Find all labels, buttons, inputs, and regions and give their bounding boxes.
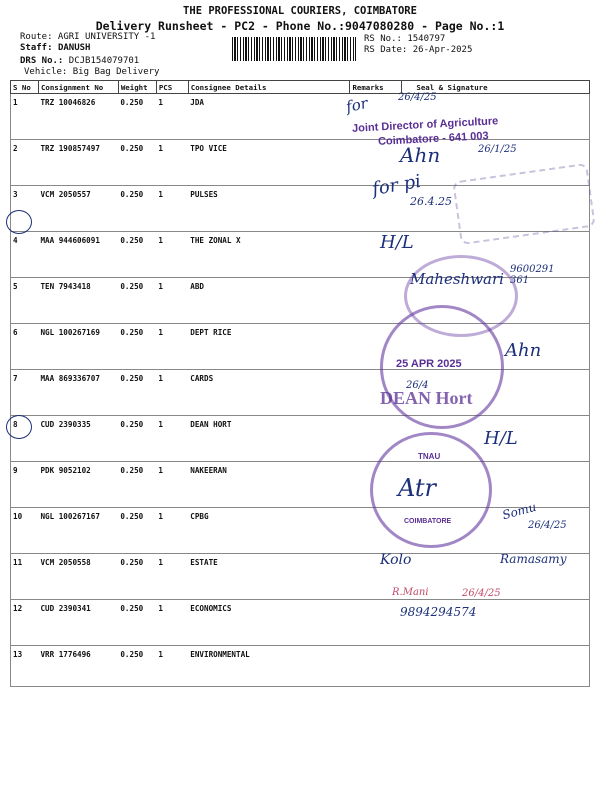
table-header-row xyxy=(11,81,590,94)
cell-signature xyxy=(402,646,590,687)
cell-pcs: 1 xyxy=(156,646,188,687)
cell-consignee: THE ZONAL X xyxy=(188,232,350,278)
cell-pcs: 1 xyxy=(156,232,188,278)
cell-weight: 0.250 xyxy=(118,416,156,462)
stamp-coimbatore-label: COIMBATORE xyxy=(404,518,452,525)
signature-row9: H/L xyxy=(484,428,518,449)
vehicle-label: Vehicle: Big Bag Delivery xyxy=(24,67,160,77)
cell-consignment: PDK 9052102 xyxy=(38,462,118,508)
cell-sno: 1 xyxy=(11,94,39,140)
cell-consignee: ENVIRONMENTAL xyxy=(188,646,350,687)
signature-row5: Maheshwari xyxy=(410,270,504,288)
cell-pcs: 1 xyxy=(156,186,188,232)
drs-line xyxy=(20,56,139,66)
cell-pcs: 1 xyxy=(156,462,188,508)
cell-consignment: NGL 100267167 xyxy=(38,508,118,554)
cell-sno: 12 xyxy=(11,600,39,646)
row-9-circle-mark xyxy=(6,415,32,439)
cell-sno: 11 xyxy=(11,554,39,600)
cell-consignment: VCM 2050557 xyxy=(38,186,118,232)
cell-weight: 0.250 xyxy=(118,646,156,687)
barcode xyxy=(232,37,356,61)
cell-weight: 0.250 xyxy=(118,186,156,232)
cell-pcs: 1 xyxy=(156,554,188,600)
cell-consignment: VRR 1776496 xyxy=(38,646,118,687)
stamp-tnau-label: TNAU xyxy=(418,452,441,461)
cell-sno: 5 xyxy=(11,278,39,324)
cell-weight: 0.250 xyxy=(118,600,156,646)
stamp-dean-hort: DEAN Hort xyxy=(380,388,473,408)
drs-number: DCJB154079701 xyxy=(68,56,140,66)
cell-weight: 0.250 xyxy=(118,278,156,324)
cell-consignee: JDA xyxy=(188,94,350,140)
signature-row11-date: 26/4/25 xyxy=(528,520,567,531)
col-header-sno: S No xyxy=(11,81,39,94)
cell-weight: 0.250 xyxy=(118,508,156,554)
col-header-signature: Seal & Signature xyxy=(402,81,590,94)
cell-pcs: 1 xyxy=(156,508,188,554)
cell-consignment: TRZ 190857497 xyxy=(38,140,118,186)
col-header-weight: Weight xyxy=(118,81,156,94)
signature-row1-date: 26/4/25 xyxy=(398,92,437,103)
cell-consignee: CARDS xyxy=(188,370,350,416)
stamp-joint-director-line1: Joint Director of Agriculture xyxy=(351,115,499,135)
signature-row13-date: 26/4/25 xyxy=(462,588,501,599)
runsheet-table xyxy=(10,80,590,687)
cell-weight: 0.250 xyxy=(118,370,156,416)
cell-weight: 0.250 xyxy=(118,462,156,508)
signature-row12: Kolo xyxy=(380,552,412,568)
cell-weight: 0.250 xyxy=(118,140,156,186)
cell-pcs: 1 xyxy=(156,94,188,140)
row-4-circle-mark xyxy=(6,210,32,234)
cell-consignee: ESTATE xyxy=(188,554,350,600)
cell-consignment: MAA 944606091 xyxy=(38,232,118,278)
cell-consignment: CUD 2390335 xyxy=(38,416,118,462)
cell-weight: 0.250 xyxy=(118,232,156,278)
signature-row7: Ahn xyxy=(505,340,542,361)
company-title: THE PROFESSIONAL COURIERS, COIMBATORE xyxy=(183,5,417,17)
cell-consignee: PULSES xyxy=(188,186,350,232)
cell-consignment: NGL 100267169 xyxy=(38,324,118,370)
signature-row12-name: Ramasamy xyxy=(500,552,567,566)
cell-weight: 0.250 xyxy=(118,324,156,370)
cell-consignee: NAKEERAN xyxy=(188,462,350,508)
table-row xyxy=(11,94,590,140)
col-header-remarks: Remarks xyxy=(350,81,402,94)
runsheet-title: Delivery Runsheet - PC2 - Phone No.:9047080280 - Page No.:1 xyxy=(95,19,505,33)
cell-pcs: 1 xyxy=(156,324,188,370)
cell-sno: 4 xyxy=(11,232,39,278)
signature-row8-date: 26/4 xyxy=(406,380,429,391)
stamp-joint-director-line2: Coimbatore - 641 003 xyxy=(377,130,489,148)
cell-pcs: 1 xyxy=(156,416,188,462)
cell-pcs: 1 xyxy=(156,278,188,324)
cell-consignee: DEPT RICE xyxy=(188,324,350,370)
signature-row3: for pi xyxy=(370,170,423,201)
cell-sno: 2 xyxy=(11,140,39,186)
cell-pcs: 1 xyxy=(156,370,188,416)
cell-sno: 10 xyxy=(11,508,39,554)
signature-row4: H/L xyxy=(380,232,414,253)
drs-label: DRS No.: xyxy=(20,56,64,66)
cell-weight: 0.250 xyxy=(118,94,156,140)
cell-sno: 9 xyxy=(11,462,39,508)
table-row xyxy=(11,600,590,646)
col-header-consignee: Consignee Details xyxy=(188,81,350,94)
cell-sno: 6 xyxy=(11,324,39,370)
col-header-consignment: Consignment No xyxy=(38,81,118,94)
cell-consignment: TRZ 10046826 xyxy=(38,94,118,140)
signature-row2-date: 26/1/25 xyxy=(478,144,517,155)
signature-row10: Atr xyxy=(398,474,437,502)
rs-number: RS No.: 1540797 xyxy=(364,34,446,44)
cell-sno: 7 xyxy=(11,370,39,416)
cell-pcs: 1 xyxy=(156,140,188,186)
cell-consignee: ABD xyxy=(188,278,350,324)
signature-row5-phone: 9600291361 xyxy=(510,264,555,286)
cell-consignment: VCM 2050558 xyxy=(38,554,118,600)
staff-label: Staff: xyxy=(20,43,53,53)
cell-consignment: CUD 2390341 xyxy=(38,600,118,646)
stamp-date: 25 APR 2025 xyxy=(396,358,462,370)
cell-weight: 0.250 xyxy=(118,554,156,600)
col-header-pcs: PCS xyxy=(156,81,188,94)
staff-line xyxy=(20,43,90,53)
cell-sno: 8 xyxy=(11,416,39,462)
cell-remarks xyxy=(350,278,402,324)
rs-date: RS Date: 26-Apr-2025 xyxy=(364,45,473,55)
table-row xyxy=(11,462,590,508)
cell-consignee: ECONOMICS xyxy=(188,600,350,646)
cell-consignee: TPO VICE xyxy=(188,140,350,186)
signature-row3-date: 26.4.25 xyxy=(410,195,452,208)
cell-remarks xyxy=(350,600,402,646)
signature-row1: for xyxy=(344,93,370,117)
staff-name: DANUSH xyxy=(57,43,91,53)
cell-remarks xyxy=(350,646,402,687)
cell-pcs: 1 xyxy=(156,600,188,646)
signature-row2: Ahn xyxy=(400,143,441,167)
cell-consignment: MAA 869336707 xyxy=(38,370,118,416)
cell-consignee: CPBG xyxy=(188,508,350,554)
cell-consignee: DEAN HORT xyxy=(188,416,350,462)
route-label: Route: AGRI UNIVERSITY -1 xyxy=(20,32,156,42)
signature-row11: Somu xyxy=(500,499,538,523)
cell-sno: 3 xyxy=(11,186,39,232)
table-row xyxy=(11,646,590,687)
cell-sno: 13 xyxy=(11,646,39,687)
cell-consignment: TEN 7943418 xyxy=(38,278,118,324)
signature-row13-phone: 9894294574 xyxy=(400,605,477,619)
signature-row13: R.Mani xyxy=(392,587,429,598)
